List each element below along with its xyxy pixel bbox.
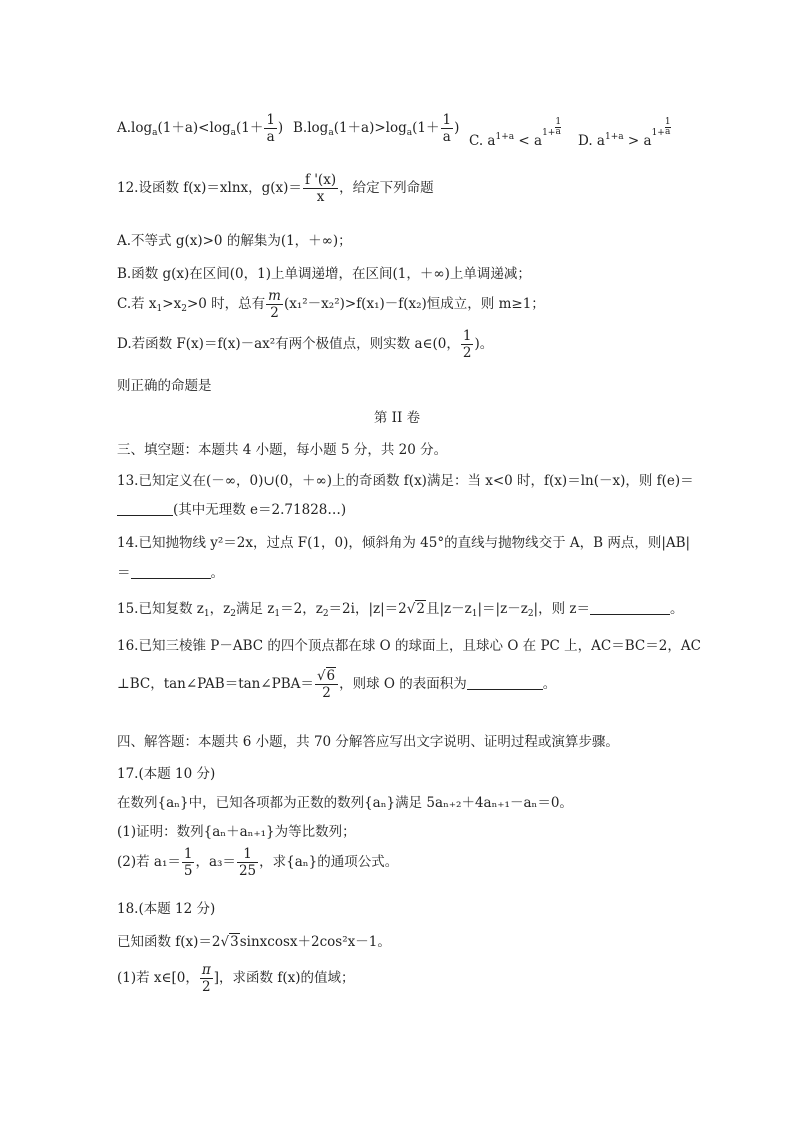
q18-title: 18.(本题 12 分) xyxy=(117,901,216,917)
q17-part2: (2)若 a₁＝ $\frac{1}{5}$ ，a₃＝ $\frac{1}{25}$ ，求{aₙ}的通项公式。 xyxy=(117,846,399,879)
q16-answer-blank[interactable] xyxy=(467,675,543,690)
q16-line1: 16.已知三棱锥 P－ABC 的四个顶点都在球 O 的球面上，且球心 O 在 PC 上，AC＝BC＝2，AC xyxy=(117,638,701,654)
q18-part1: (1)若 x∈[0， $\frac{\pi}{2}$ ]，求函数 f(x)的值域； xyxy=(117,962,355,995)
q17-stem: 在数列{aₙ}中，已知各项都为正数的数列{aₙ}满足 5aₙ₊₂＋4aₙ₊₁－aₙ＝0。 xyxy=(117,795,573,811)
q11-option-a: $A.\log_a(1+a)<\log_a(1+$ $\frac{1}{a}$ ) xyxy=(117,112,284,145)
q17-part1: (1)证明：数列{aₙ＋aₙ₊₁}为等比数列； xyxy=(117,824,356,840)
q15-answer-blank[interactable] xyxy=(590,600,670,615)
q12-stem: 12.设函数 f(x)＝xlnx，g(x)＝ $\frac{f '(x)}{x}$ ，给定下列命题 xyxy=(117,172,434,205)
q14-line1: 14.已知抛物线 y²＝2x，过点 F(1，0)，倾斜角为 45°的直线与抛物线交于 A，B 两点，则|AB| xyxy=(117,535,691,551)
q12-option-d: D.若函数 F(x)＝f(x)－ax²有两个极值点，则实数 a∈(0， $\frac{1}{2}$ )。 xyxy=(117,328,494,361)
q16-line2: ⊥BC，tan∠PAB＝tan∠PBA＝ $\frac{√6}{2}$ ，则球 O 的表面积为 。 xyxy=(117,668,557,701)
q11-option-d: D. $a^{1+a} > a^{1+}$ $\frac{1}{a}$ xyxy=(578,117,671,149)
q12-option-c: C.若 $x_1>x_2>0$ 时，总有 $\frac{m}{2}$ (x₁²－x₂²)>f(x₁)－f(x₂)恒成立，则 m≥1； xyxy=(117,288,545,321)
q13-line2: (其中无理数 e＝2.71828…) xyxy=(117,498,346,518)
q14-answer-blank[interactable] xyxy=(131,564,211,579)
q13-line1: 13.已知定义在(－∞，0)∪(0，＋∞)上的奇函数 f(x)满足：当 x<0 时，f(x)＝ln(－x)，则 f(e)＝ xyxy=(117,473,694,489)
q18-stem: 已知函数 f(x)＝2√3sinxcosx＋2cos²x－1。 xyxy=(117,934,391,950)
q15-line: 15.已知复数 $z_1$，$z_2$满足 $z_1=2$，$z_2=2i$，|z|＝2√2且$|z-z_1|=|z-z_2|$，则 z＝ 。 xyxy=(117,601,684,619)
q14-line2: ＝ 。 xyxy=(117,565,224,581)
section-title: 第 II 卷 xyxy=(373,410,421,426)
q12-ask: 则正确的命题是 xyxy=(117,378,212,394)
part4-heading: 四、解答题：本题共 6 小题，共 70 分解答应写出文字说明、证明过程或演算步骤。 xyxy=(117,734,619,750)
q12-option-b: B.函数 g(x)在区间(0，1)上单调递增，在区间(1，＋∞)上单调递减； xyxy=(117,266,531,282)
q13-answer-blank[interactable] xyxy=(117,501,173,516)
q12-option-a: A.不等式 g(x)>0 的解集为(1，＋∞)； xyxy=(117,233,352,249)
part3-heading: 三、填空题：本题共 4 小题，每小题 5 分，共 20 分。 xyxy=(117,442,448,458)
q17-title: 17.(本题 10 分) xyxy=(117,766,216,782)
q11-option-b: $B.\log_a(1+a)>\log_a(1+$ $\frac{1}{a}$ ) xyxy=(293,112,460,145)
q11-option-c: C. $a^{1+a} < a^{1+}$ $\frac{1}{a}$ xyxy=(469,117,562,149)
